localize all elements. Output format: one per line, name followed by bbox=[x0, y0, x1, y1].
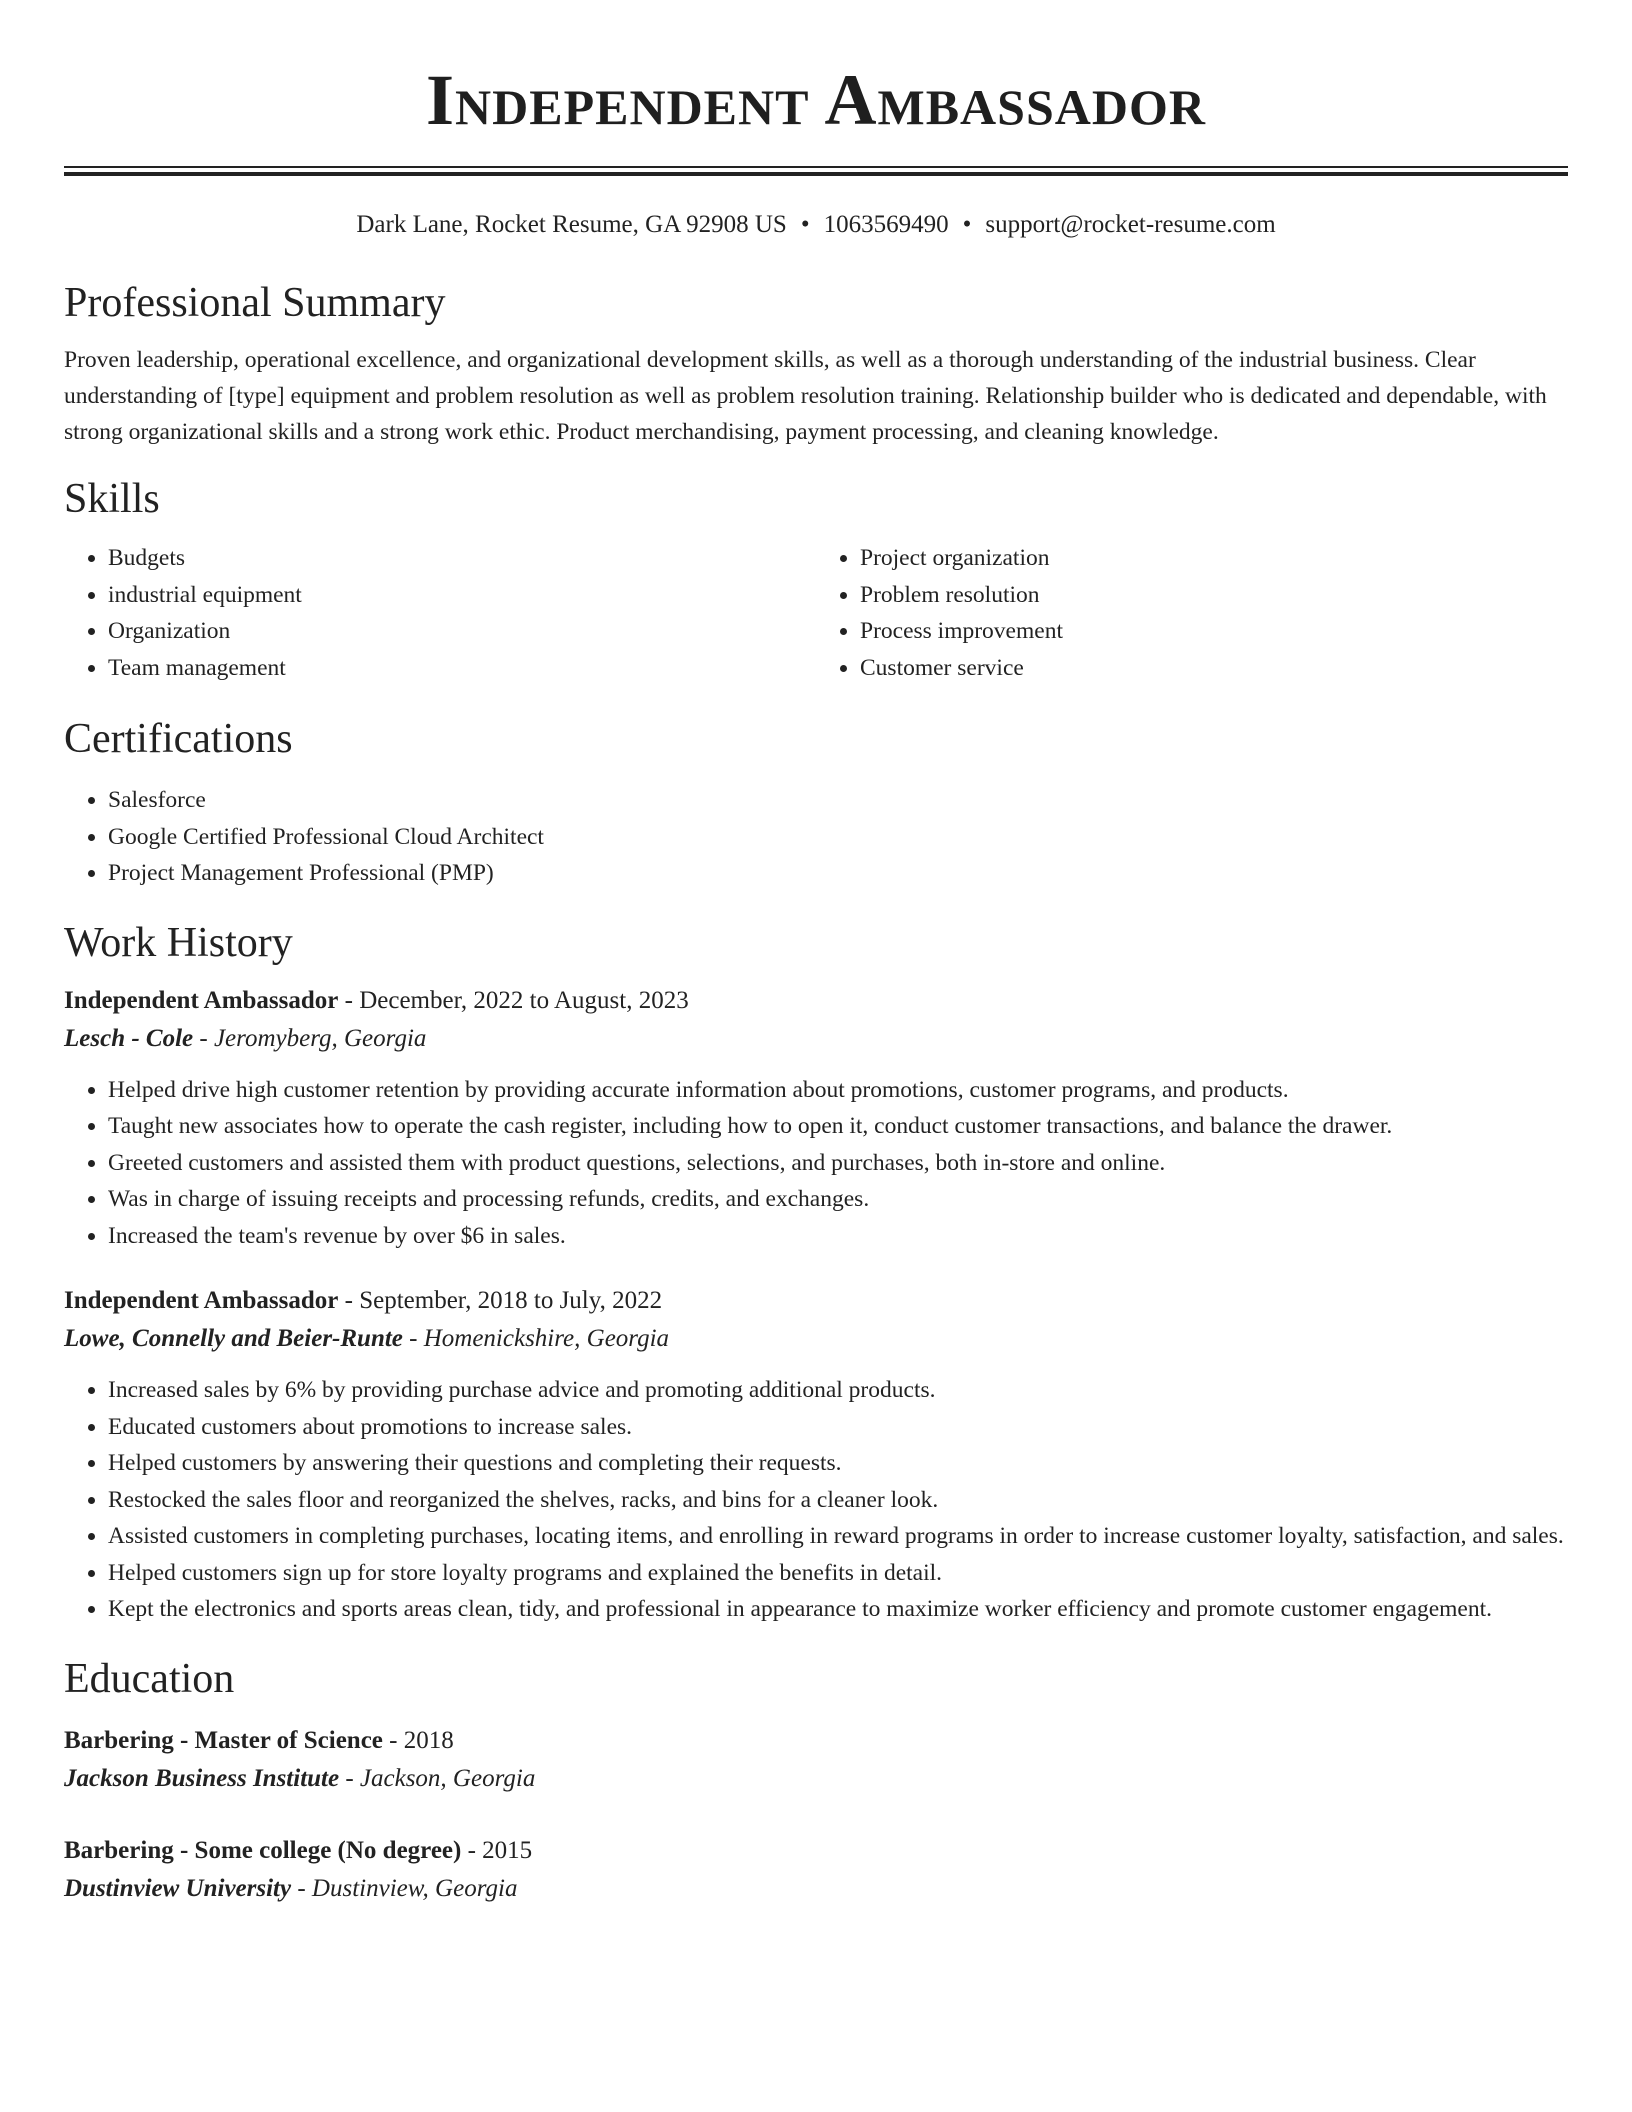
education-school-line bbox=[64, 1870, 1568, 1908]
skill-item: • Customer service bbox=[860, 650, 1568, 687]
job-title: Independent Ambassador bbox=[64, 986, 339, 1014]
job-company-line bbox=[64, 1320, 1568, 1358]
job-bullet: • Restocked the sales floor and reorganized the shelves, racks, and bins for a cleaner look. bbox=[108, 1482, 1568, 1519]
job-bullet: • Helped customers by answering their questions and completing their requests. bbox=[108, 1445, 1568, 1482]
contact-separator: • bbox=[800, 211, 810, 238]
education-location: - Dustinview, Georgia bbox=[291, 1874, 518, 1902]
job-bullet: • Kept the electronics and sports areas clean, tidy, and professional in appearance to maximize worker efficiency and promote customer engagement. bbox=[108, 1591, 1568, 1628]
contact-separator: • bbox=[962, 211, 972, 238]
certification-item: • Salesforce bbox=[108, 782, 1568, 819]
skills-columns bbox=[64, 540, 1568, 686]
job-bullet: • Helped customers sign up for store loyalty programs and explained the benefits in detail. bbox=[108, 1555, 1568, 1592]
skills-list-right bbox=[816, 540, 1568, 686]
skill-item: • Project organization bbox=[860, 540, 1568, 577]
candidate-name: Independent Ambassador bbox=[425, 60, 1206, 140]
job-bullets bbox=[64, 1372, 1568, 1628]
job-bullet: • Educated customers about promotions to increase sales. bbox=[108, 1409, 1568, 1446]
certification-item: • Project Management Professional (PMP) bbox=[108, 855, 1568, 892]
contact-phone: 1063569490 bbox=[823, 211, 949, 238]
summary-section bbox=[64, 278, 1568, 450]
skill-item: • Problem resolution bbox=[860, 577, 1568, 614]
contact-line bbox=[64, 210, 1568, 240]
skills-section bbox=[64, 474, 1568, 686]
job-dates: - September, 2018 to July, 2022 bbox=[338, 1287, 663, 1314]
education-degree-line bbox=[64, 1722, 1568, 1760]
job-company: Lowe, Connelly and Beier-Runte bbox=[64, 1325, 403, 1352]
job-entry bbox=[64, 982, 1568, 1255]
skills-list-left bbox=[64, 540, 816, 686]
job-bullet: • Greeted customers and assisted them with product questions, selections, and purchases, both in-store and online. bbox=[108, 1145, 1568, 1182]
education-school: Dustinview University bbox=[64, 1874, 292, 1902]
education-entry bbox=[64, 1832, 1568, 1908]
education-heading: Education bbox=[64, 1655, 235, 1702]
skill-item: • Budgets bbox=[108, 540, 816, 577]
certification-item: • Google Certified Professional Cloud Architect bbox=[108, 819, 1568, 856]
skill-item: • Process improvement bbox=[860, 613, 1568, 650]
skill-item: • Organization bbox=[108, 613, 816, 650]
education-degree: Barbering - Some college (No degree) bbox=[64, 1836, 462, 1864]
job-title: Independent Ambassador bbox=[64, 1287, 339, 1314]
summary-heading: Professional Summary bbox=[64, 280, 446, 326]
job-bullet: • Helped drive high customer retention by providing accurate information about promotions, customer programs, and products. bbox=[108, 1072, 1568, 1109]
job-bullet: • Was in charge of issuing receipts and processing refunds, credits, and exchanges. bbox=[108, 1181, 1568, 1218]
job-location: - Jeromyberg, Georgia bbox=[193, 1024, 427, 1052]
job-bullet: • Assisted customers in completing purchases, locating items, and enrolling in reward programs in order to increase customer loyalty, satisfaction, and sales. bbox=[108, 1518, 1568, 1555]
job-bullet: • Taught new associates how to operate the cash register, including how to open it, conduct customer transactions, and balance the drawer. bbox=[108, 1108, 1568, 1145]
job-company: Lesch - Cole bbox=[64, 1024, 194, 1052]
education-location: - Jackson, Georgia bbox=[339, 1764, 536, 1792]
education-year: - 2018 bbox=[382, 1726, 454, 1754]
skills-heading: Skills bbox=[64, 476, 160, 522]
education-degree-line bbox=[64, 1832, 1568, 1870]
education-school-line bbox=[64, 1760, 1568, 1798]
job-entry bbox=[64, 1282, 1568, 1628]
job-company-line bbox=[64, 1020, 1568, 1058]
job-dates: - December, 2022 to August, 2023 bbox=[338, 986, 689, 1014]
education-year: - 2015 bbox=[461, 1836, 533, 1864]
contact-email: support@rocket-resume.com bbox=[985, 211, 1276, 238]
skill-item: • industrial equipment bbox=[108, 577, 816, 614]
header-double-rule bbox=[64, 166, 1568, 176]
summary-text: Proven leadership, operational excellence, and organizational development skills, as well as a thorough understanding of the industrial business. Clear understanding of [type] equipment and problem resolution as well as problem resolution training. Relationship builder who is dedicated and dependable, with strong organizational skills and a strong work ethic. Product merchandising, payment processing, and cleaning knowledge. bbox=[64, 347, 1547, 445]
work-history-heading: Work History bbox=[64, 919, 293, 966]
job-bullet: • Increased the team's revenue by over $6 in sales. bbox=[108, 1218, 1568, 1255]
skill-item: • Team management bbox=[108, 650, 816, 687]
certifications-list bbox=[64, 782, 1568, 892]
job-title-line bbox=[64, 1282, 1568, 1320]
education-section bbox=[64, 1654, 1568, 1908]
education-degree: Barbering - Master of Science bbox=[64, 1726, 383, 1754]
education-entry bbox=[64, 1722, 1568, 1798]
certifications-section bbox=[64, 714, 1568, 892]
contact-address: Dark Lane, Rocket Resume, GA 92908 US bbox=[356, 211, 787, 238]
job-bullets bbox=[64, 1072, 1568, 1255]
education-school: Jackson Business Institute bbox=[64, 1764, 340, 1792]
certifications-heading: Certifications bbox=[64, 716, 293, 762]
job-location: - Homenickshire, Georgia bbox=[402, 1325, 670, 1352]
work-history-section bbox=[64, 918, 1568, 1628]
job-bullet: • Increased sales by 6% by providing purchase advice and promoting additional products. bbox=[108, 1372, 1568, 1409]
job-title-line bbox=[64, 982, 1568, 1020]
